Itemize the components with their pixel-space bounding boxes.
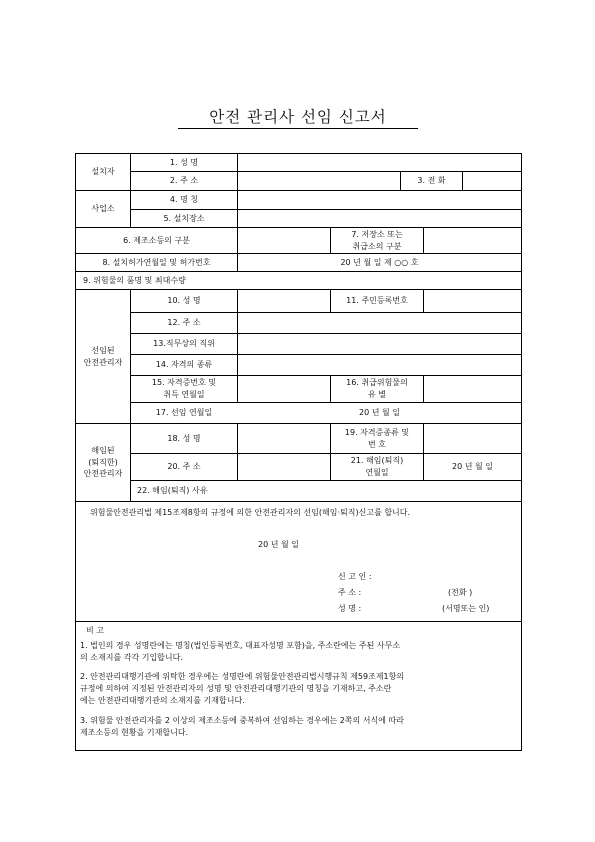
installer-name-field[interactable] [238, 154, 521, 171]
signature-note: (서명또는 인) [442, 604, 490, 613]
license-type-label: 19. 자격증종류 및 번 호 [344, 427, 410, 449]
phone-note: (전화 ) [448, 588, 473, 597]
license-type-field[interactable] [424, 424, 521, 453]
title-underline [178, 128, 418, 129]
phone-label: 3. 전 화 [417, 176, 446, 186]
storage-type-field[interactable] [424, 228, 521, 253]
installer-address-label: 2. 주 소 [169, 176, 199, 186]
license-number-field[interactable] [238, 376, 330, 402]
declaration-text: 위험물안전관리법 제15조제8항의 규정에 의한 안전관리자의 선임(해임·퇴직)신고를 합니다. [90, 508, 411, 517]
resident-number-field[interactable] [424, 290, 521, 312]
permit-label: 8. 설치허가연월일 및 허가번호 [102, 257, 211, 267]
form-title: 안전 관리사 선임 신고서 [209, 108, 387, 126]
notes-heading: 비 고 [86, 626, 104, 635]
address-label: 주 소 : [338, 588, 362, 597]
row-line [75, 501, 522, 502]
hazmat-class-label: 16. 취급위험물의 유 별 [346, 378, 408, 399]
position-label: 13.직무상의 직위 [153, 339, 215, 349]
installer-label: 설치자 [91, 167, 115, 177]
license-number-label: 15. 자격증번호 및 취득 연월일 [151, 378, 217, 399]
business-name-field[interactable] [238, 191, 521, 209]
dismissal-date-label: 21. 해임(퇴직) 연월일 [350, 456, 404, 477]
dismissed-name-label: 18. 성 명 [167, 433, 201, 443]
dismissal-reason-label: 22. 해임(퇴직) 사유 [137, 486, 208, 496]
appointed-address-label: 12. 주 소 [167, 318, 201, 328]
note-2: 2. 안전관리대행기관에 위탁한 경우에는 성명란에 위험물안전관리법시행규칙 제59조제1항의 규정에 의하여 지정된 안전관리자의 성명 및 안전관리대행기관의 명칭을 기재하고, 주소란 에는 안전관리대행기관의 소재지를 기재합니다. [80, 672, 405, 705]
dismissed-manager-label: 해임된 (퇴직한) 안전관리자 [83, 446, 123, 479]
permit-value[interactable]: 20 년 월 일 제 ○○ 호 [340, 257, 419, 267]
storage-type-label: 7. 저장소 또는 취급소의 구분 [351, 229, 403, 251]
install-location-label: 5. 설치장소 [163, 213, 205, 223]
business-name-label: 4. 명 칭 [169, 195, 199, 205]
name-label: 성 명 : [338, 604, 362, 613]
resident-number-label: 11. 주민등록번호 [346, 296, 408, 306]
dismissed-address-label: 20. 주 소 [167, 462, 201, 472]
hazmat-label: 9. 위험물의 품명 및 최대수량 [83, 275, 186, 285]
qualification-label: 14. 자격의 종류 [155, 360, 213, 370]
appointed-manager-label: 선임된 안전관리자 [83, 345, 123, 367]
business-label: 사업소 [91, 204, 115, 214]
installer-name-label: 1. 성 명 [169, 157, 199, 167]
facility-type-label: 6. 제조소등의 구분 [123, 235, 190, 245]
declaration-date[interactable]: 20 년 월 일 [258, 540, 299, 549]
appointment-date-label: 17. 선임 연월일 [155, 408, 213, 418]
appointed-name-label: 10. 성 명 [167, 296, 201, 306]
reporter-label: 신 고 인 : [338, 572, 372, 581]
appointed-address-field[interactable] [238, 313, 521, 333]
install-location-field[interactable] [238, 210, 521, 227]
row-line [75, 621, 522, 622]
position-field[interactable] [238, 334, 521, 354]
appointment-date-value[interactable]: 20 년 월 일 [359, 408, 400, 418]
phone-field[interactable] [463, 172, 521, 190]
qualification-field[interactable] [238, 355, 521, 375]
dismissed-name-field[interactable] [238, 424, 330, 453]
dismissal-date-value[interactable]: 20 년 월 일 [452, 462, 493, 472]
facility-type-field[interactable] [238, 228, 330, 253]
dismissed-address-field[interactable] [238, 454, 330, 480]
note-1: 1. 법인의 경우 성명란에는 명칭(법인등록번호, 대표자성명 포함)을, 주소란에는 주된 사무소 의 소재지를 각각 기입합니다. [80, 641, 401, 662]
hazmat-class-field[interactable] [424, 376, 521, 402]
appointed-name-field[interactable] [238, 290, 330, 312]
note-3: 3. 위험물 안전관리자를 2 이상의 제조소등에 중복하여 선임하는 경우에는 2쪽의 서식에 따라 제조소등의 현황을 기재합니다. [80, 716, 404, 737]
installer-address-field[interactable] [238, 172, 400, 190]
